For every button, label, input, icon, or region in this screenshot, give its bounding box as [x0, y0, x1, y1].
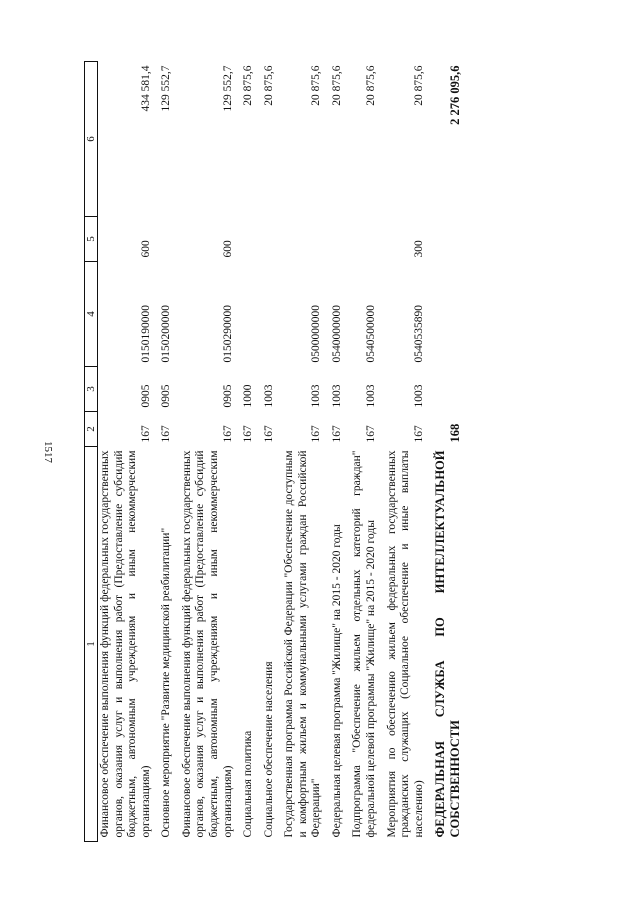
row-kind: 300	[412, 240, 425, 258]
row-name: Социальное обеспечение населения	[262, 661, 275, 838]
row-amount: 129 552,7	[221, 65, 234, 112]
row-amount: 434 581,4	[139, 65, 152, 112]
table-row	[175, 62, 236, 842]
row-section: 1003	[365, 384, 377, 408]
row-target	[236, 262, 257, 367]
header-col-1: 1	[85, 447, 98, 842]
rotated-table-container	[84, 62, 574, 842]
row-grbs: 167	[412, 425, 425, 443]
row-grbs: 167	[160, 425, 173, 443]
row-kind: 600	[221, 240, 234, 258]
row-target	[257, 262, 278, 367]
row-kind	[236, 217, 257, 262]
row-kind	[325, 217, 346, 262]
row-target: 0540500000	[365, 305, 377, 363]
row-amount: 129 552,7	[160, 65, 173, 112]
row-name: Подпрограмма "Обеспечение жильем отдельных категорий граждан" федеральной целевой программы "Жилище" на 2015 - 2020 годы	[351, 450, 377, 838]
table-row	[257, 62, 278, 842]
row-name: Основное мероприятие "Развитие медицинской реабилитации"	[160, 527, 173, 838]
row-section: 1003	[412, 384, 425, 408]
row-section: 1003	[262, 384, 275, 408]
row-section: 1000	[242, 384, 255, 408]
budget-table	[84, 61, 464, 842]
row-grbs: 167	[365, 425, 377, 443]
row-kind	[257, 217, 278, 262]
row-amount: 20 875,6	[365, 65, 377, 106]
table-row	[98, 62, 155, 842]
header-col-3: 3	[85, 367, 98, 412]
row-grbs: 167	[139, 425, 152, 443]
row-name: Государственная программа Российской Федерации "Обеспечение доступным и комфортным жильем и коммунальными услугами граждан Российской Федерации"	[283, 450, 323, 838]
table-row	[154, 62, 175, 842]
row-kind	[277, 217, 325, 262]
row-amount: 20 875,6	[242, 65, 255, 106]
total-name: ФЕДЕРАЛЬНАЯ СЛУЖБА ПО ИНТЕЛЛЕКТУАЛЬНОЙ СОБСТВЕННОСТИ	[433, 450, 462, 838]
row-section: 1003	[310, 384, 323, 408]
table-row	[277, 62, 325, 842]
row-grbs: 167	[330, 425, 343, 443]
total-kind	[427, 217, 464, 262]
row-target: 0540535890	[412, 305, 425, 363]
header-col-4: 4	[85, 262, 98, 367]
table-row	[380, 62, 428, 842]
row-name: Социальная политика	[242, 730, 255, 838]
row-amount: 20 875,6	[412, 65, 425, 106]
row-name: Финансовое обеспечение выполнения функций федеральных государственных органов, оказания услуг и выполнения работ (Предоставление субсидий бюджетным, автономным учреждениям и иным некоммерческим организациям)	[180, 450, 234, 838]
total-row	[427, 62, 464, 842]
page-number: 1517	[42, 441, 54, 463]
table-row	[236, 62, 257, 842]
row-kind	[345, 217, 379, 262]
header-col-6: 6	[85, 62, 98, 217]
row-grbs: 167	[262, 425, 275, 443]
row-target: 0150190000	[139, 305, 152, 363]
row-section: 1003	[330, 384, 343, 408]
row-amount: 20 875,6	[262, 65, 275, 106]
header-col-5: 5	[85, 217, 98, 262]
table-row	[325, 62, 346, 842]
row-target: 0500000000	[310, 305, 323, 363]
row-kind: 600	[139, 240, 152, 258]
row-grbs: 167	[242, 425, 255, 443]
row-name: Федеральная целевая программа "Жилище" на 2015 - 2020 годы	[330, 524, 343, 838]
total-target	[427, 262, 464, 367]
row-target: 0150200000	[160, 305, 173, 363]
row-kind	[154, 217, 175, 262]
row-target: 0150290000	[221, 305, 234, 363]
total-section	[427, 367, 464, 412]
header-col-2: 2	[85, 412, 98, 447]
row-target: 0540000000	[330, 305, 343, 363]
table-row	[345, 62, 379, 842]
row-amount: 20 875,6	[310, 65, 323, 106]
row-grbs: 167	[310, 425, 323, 443]
row-grbs: 167	[221, 425, 234, 443]
row-name: Финансовое обеспечение выполнения функций федеральных государственных органов, оказания услуг и выполнения работ (Предоставление субсидий бюджетным, автономным учреждениям и иным некоммерческим организациям)	[99, 450, 152, 838]
header-row	[85, 62, 98, 842]
row-section: 0905	[139, 384, 152, 408]
row-amount: 20 875,6	[330, 65, 343, 106]
row-name: Мероприятия по обеспечению жильем федеральных государственных гражданских служащих (Социальное обеспечение и иные выплаты населению)	[385, 450, 425, 838]
total-grbs: 168	[448, 423, 462, 443]
row-section: 0905	[160, 384, 173, 408]
total-amount: 2 276 095,6	[448, 65, 462, 125]
row-section: 0905	[221, 384, 234, 408]
